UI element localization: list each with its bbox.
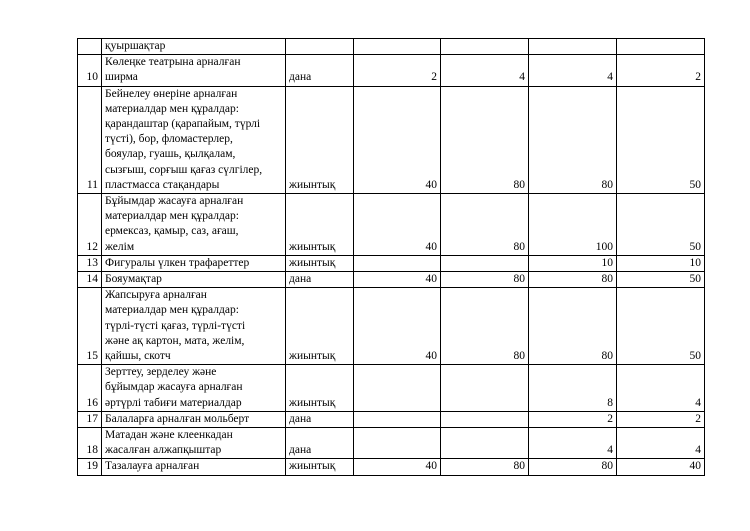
row-number: 17 [78,411,102,427]
quantity-col-4: 2 [617,411,705,427]
table-row [78,411,705,427]
quantity-col-3 [529,39,617,55]
quantity-col-3: 80 [529,272,617,288]
quantity-col-2: 80 [441,459,529,475]
quantity-col-1: 40 [354,288,441,365]
table-body [78,39,705,476]
quantity-col-1 [354,255,441,271]
table-row [78,55,705,86]
quantity-col-2: 80 [441,194,529,256]
quantity-col-3: 8 [529,365,617,412]
quantity-col-3: 4 [529,55,617,86]
row-number: 14 [78,272,102,288]
item-name: Жапсыруға арналған материалдар мен құралдар: түрлі-түсті қағаз, түрлі-түсті және ақ картон, мата, желім, қайшы, скотч [102,288,286,365]
quantity-col-1 [354,428,441,459]
quantity-col-4: 50 [617,272,705,288]
item-name: Матадан және клеенкадан жасалған алжапқыштар [102,428,286,459]
item-name: Фигуралы үлкен трафареттер [102,255,286,271]
quantity-col-4: 4 [617,365,705,412]
quantity-col-2: 4 [441,55,529,86]
row-number: 18 [78,428,102,459]
unit-cell: жиынтық [286,255,354,271]
quantity-col-3: 2 [529,411,617,427]
quantity-col-4: 2 [617,55,705,86]
table-row [78,86,705,193]
row-number: 10 [78,55,102,86]
quantity-col-3: 100 [529,194,617,256]
unit-cell: дана [286,272,354,288]
quantity-col-3: 10 [529,255,617,271]
table-row [78,428,705,459]
quantity-col-1: 2 [354,55,441,86]
quantity-col-3: 4 [529,428,617,459]
item-name: қуыршақтар [102,39,286,55]
quantity-col-4 [617,39,705,55]
row-number: 15 [78,288,102,365]
materials-table [77,38,705,476]
unit-cell: дана [286,55,354,86]
item-name: Бояумақтар [102,272,286,288]
quantity-col-4: 10 [617,255,705,271]
quantity-col-2: 80 [441,86,529,193]
quantity-col-3: 80 [529,288,617,365]
row-number [78,39,102,55]
quantity-col-1 [354,411,441,427]
quantity-col-4: 40 [617,459,705,475]
quantity-col-2 [441,39,529,55]
table-row [78,255,705,271]
unit-cell: дана [286,428,354,459]
quantity-col-2: 80 [441,272,529,288]
quantity-col-1: 40 [354,459,441,475]
item-name: Тазалауға арналған [102,459,286,475]
row-number: 12 [78,194,102,256]
quantity-col-4: 50 [617,86,705,193]
quantity-col-1 [354,365,441,412]
row-number: 13 [78,255,102,271]
table-row [78,39,705,55]
unit-cell [286,39,354,55]
item-name: Көлеңке театрына арналған ширма [102,55,286,86]
row-number: 19 [78,459,102,475]
quantity-col-2 [441,255,529,271]
quantity-col-1 [354,39,441,55]
row-number: 11 [78,86,102,193]
quantity-col-1: 40 [354,272,441,288]
table-row [78,365,705,412]
quantity-col-4: 50 [617,194,705,256]
quantity-col-3: 80 [529,459,617,475]
unit-cell: жиынтық [286,365,354,412]
quantity-col-2 [441,428,529,459]
item-name: Бейнелеу өнеріне арналған материалдар мен құралдар: қарандаштар (қарапайым, түрлі түсті), бор, фломастерлер, бояулар, гуашь, қылқалам, сызғыш, сорғыш қағаз сүлгілер, пластмасса стақандары [102,86,286,193]
table-row [78,459,705,475]
quantity-col-2 [441,365,529,412]
quantity-col-1: 40 [354,194,441,256]
quantity-col-2 [441,411,529,427]
quantity-col-2: 80 [441,288,529,365]
table-row [78,288,705,365]
quantity-col-4: 4 [617,428,705,459]
item-name: Зерттеу, зерделеу және бұйымдар жасауға арналған әртүрлі табиғи материалдар [102,365,286,412]
quantity-col-4: 50 [617,288,705,365]
unit-cell: жиынтық [286,86,354,193]
table-row [78,272,705,288]
unit-cell: жиынтық [286,459,354,475]
quantity-col-1: 40 [354,86,441,193]
row-number: 16 [78,365,102,412]
table-row [78,194,705,256]
item-name: Балаларға арналған мольберт [102,411,286,427]
item-name: Бұйымдар жасауға арналған материалдар мен құралдар: ермексаз, қамыр, саз, ағаш, желім [102,194,286,256]
unit-cell: жиынтық [286,288,354,365]
unit-cell: дана [286,411,354,427]
quantity-col-3: 80 [529,86,617,193]
unit-cell: жиынтық [286,194,354,256]
